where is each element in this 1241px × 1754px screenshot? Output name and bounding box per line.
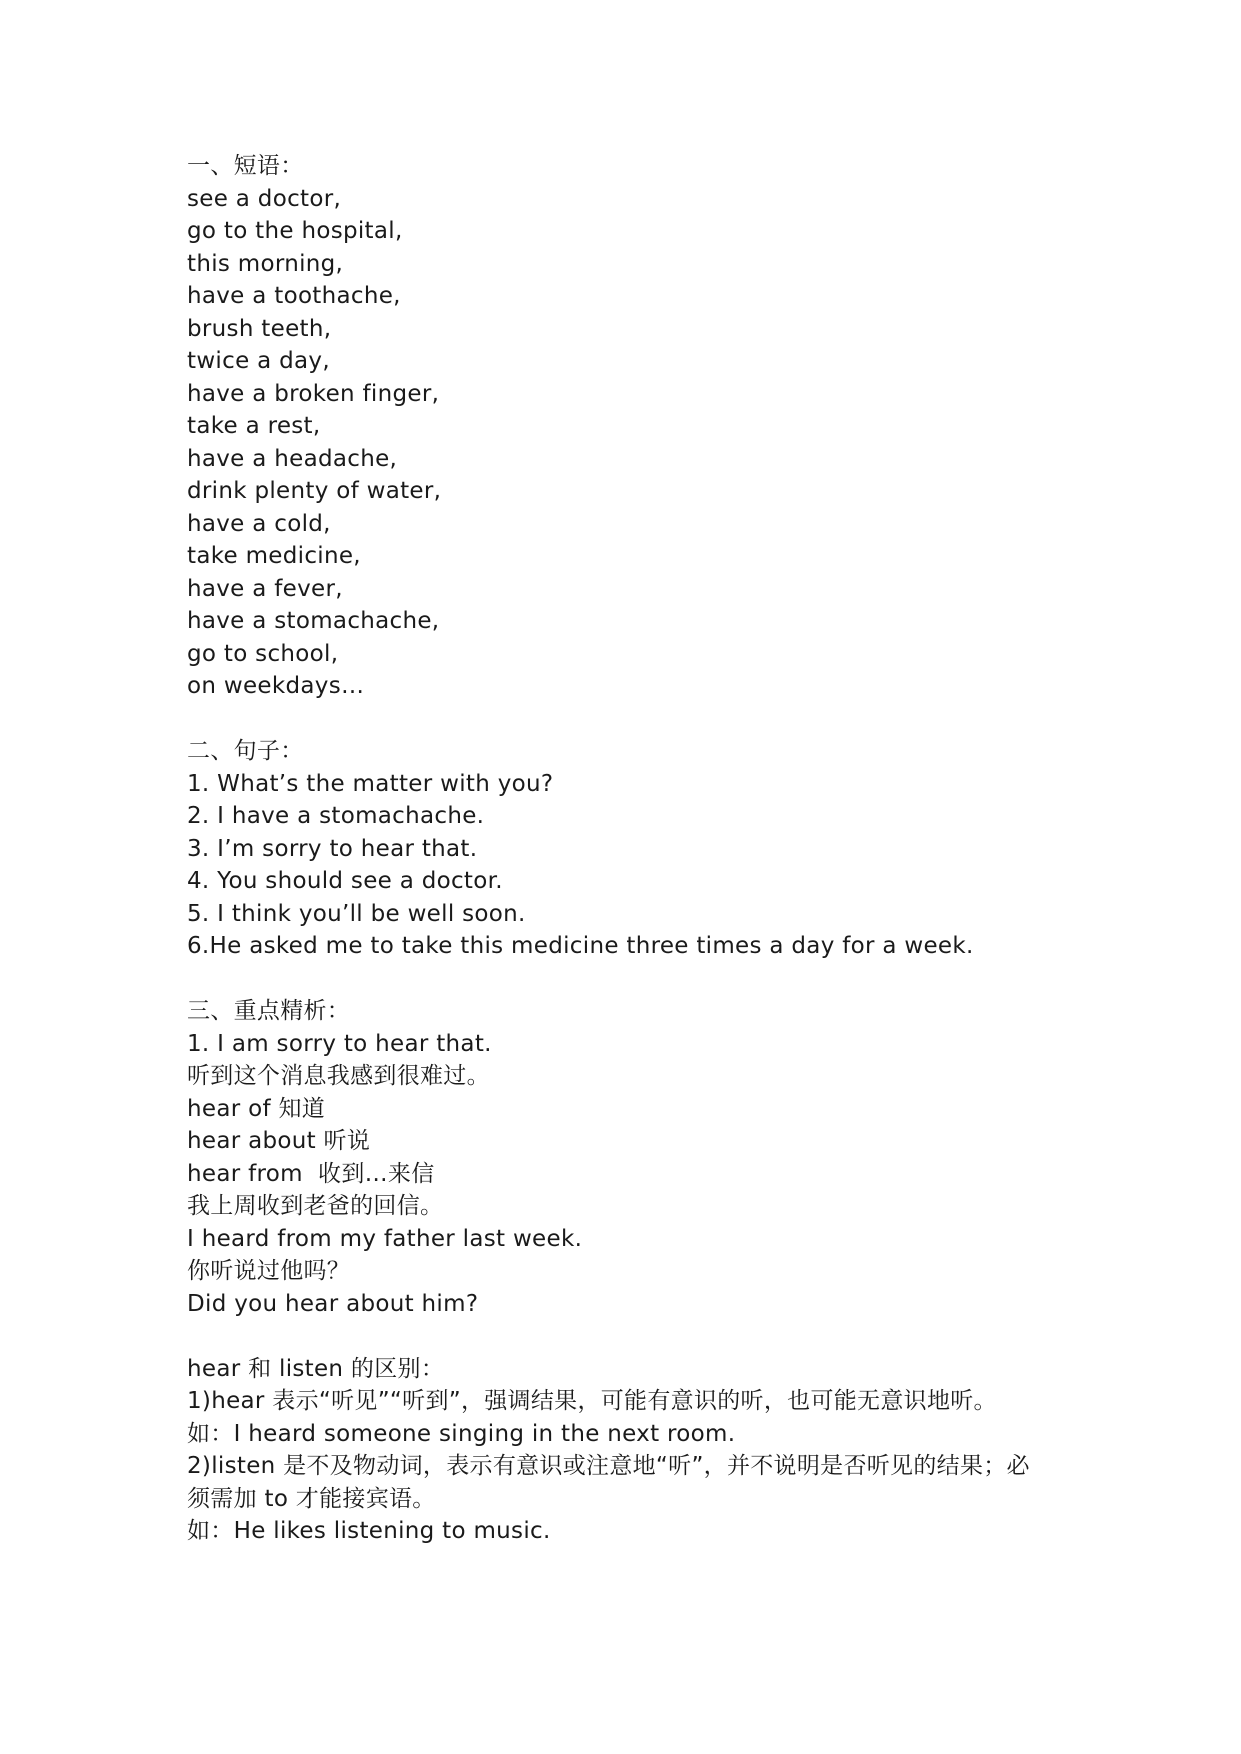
key-point-line: hear about 听说 [187, 1128, 371, 1154]
phrase-item: drink plenty of water, [187, 478, 442, 504]
document-body [187, 150, 1067, 1548]
phrase-item: have a cold, [187, 510, 331, 537]
phrase-item: have a toothache, [187, 283, 401, 309]
phrase-item: this morning, [187, 250, 344, 277]
sentence-item: 6.He asked me to take this medicine three times a day for a week. [187, 933, 974, 959]
section-spacer [187, 1320, 1067, 1353]
example-line: 如：He likes listening to music. [187, 1518, 551, 1544]
key-point-line: 1. I am sorry to hear that. [187, 1030, 492, 1057]
phrase-item: go to school, [187, 640, 339, 667]
explanation-line: 2)listen 是不及物动词，表示有意识或注意地“听”，并不说明是否听见的结果；必 [187, 1453, 1030, 1479]
sentence-item: 5. I think you’ll be well soon. [187, 900, 526, 927]
key-point-line: hear from 收到…来信 [187, 1160, 435, 1187]
phrase-item: see a doctor, [187, 185, 342, 212]
phrase-item: take a rest, [187, 413, 321, 439]
key-point-line: hear of 知道 [187, 1095, 326, 1122]
section-heading-phrases: 一、短语： [187, 153, 304, 179]
phrase-item: have a fever, [187, 575, 343, 602]
phrase-item: brush teeth, [187, 315, 332, 342]
sentence-item: 1. What’s the matter with you? [187, 770, 554, 797]
phrase-item: have a stomachache, [187, 608, 440, 634]
section-heading-hear-vs-listen: hear 和 listen 的区别： [187, 1355, 445, 1382]
sentence-item: 4. You should see a doctor. [187, 868, 503, 894]
example-line: 如：I heard someone singing in the next room. [187, 1420, 736, 1447]
section-heading-key-points: 三、重点精析： [187, 998, 351, 1024]
phrase-item: go to the hospital, [187, 218, 403, 244]
phrase-item: on weekdays… [187, 673, 365, 699]
phrase-item: twice a day, [187, 348, 330, 374]
key-point-line: 我上周收到老爸的回信。 [187, 1193, 444, 1219]
phrase-item: have a broken finger, [187, 380, 440, 407]
sentence-item: 3. I’m sorry to hear that. [187, 835, 478, 862]
key-point-line: Did you hear about him? [187, 1290, 479, 1317]
key-point-line: 你听说过他吗？ [187, 1258, 351, 1284]
phrase-item: take medicine, [187, 543, 361, 569]
explanation-line: 1)hear 表示“听见”“听到”，强调结果，可能有意识的听，也可能无意识地听。 [187, 1388, 997, 1414]
key-point-line: 听到这个消息我感到很难过。 [187, 1063, 490, 1089]
section-spacer [187, 703, 1067, 736]
phrase-item: have a headache, [187, 445, 398, 472]
section-heading-sentences: 二、句子： [187, 738, 304, 764]
key-point-line: I heard from my father last week. [187, 1225, 583, 1252]
sentence-item: 2. I have a stomachache. [187, 803, 485, 829]
section-spacer [187, 963, 1067, 996]
explanation-line: 须需加 to 才能接宾语。 [187, 1485, 436, 1512]
